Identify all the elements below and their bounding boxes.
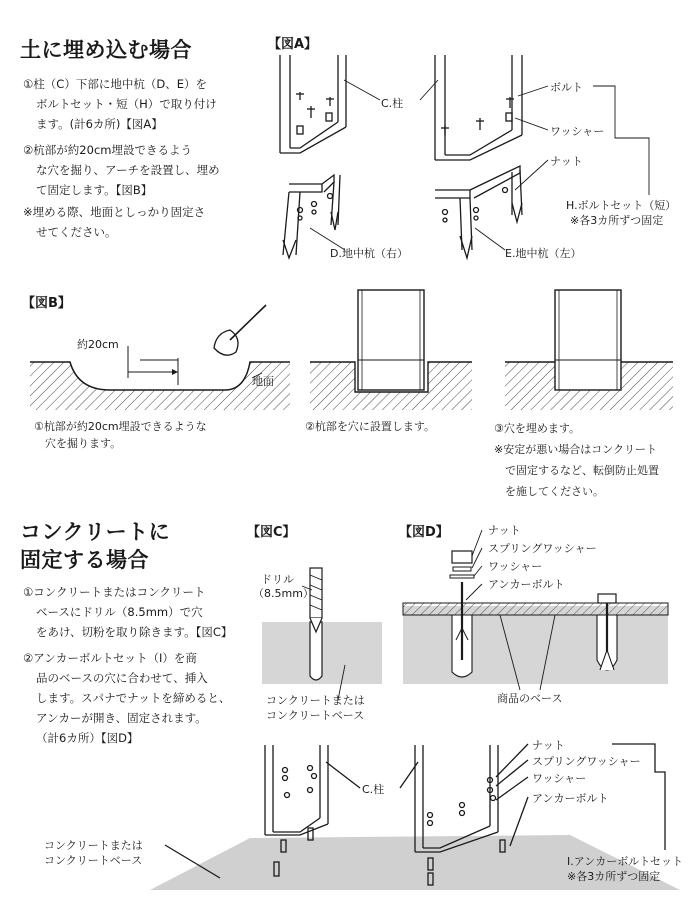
- fig-b-caption3: ③穴を埋めます。 ※安定が悪い場合はコンクリート で固定するなど、転倒防止処置 を施してください。: [494, 422, 659, 498]
- fig-a-bolt-set-note: ※各3カ所ずつ固定: [570, 214, 664, 227]
- fig-a-title: 【図A】: [268, 37, 318, 52]
- bottom-anchor-set-label: I.アンカーボルトセット: [567, 855, 683, 868]
- section-embed-note: ※埋める際、地面としっかり固定さ せてください。: [23, 205, 206, 239]
- bottom-nut-label: ナット: [532, 739, 565, 752]
- fig-a-right-assembly: [435, 55, 522, 258]
- fig-a-stake-left-label: E.地中杭（左）: [505, 247, 582, 260]
- fig-b-step2: [310, 290, 472, 410]
- fig-c-concrete-label: コンクリートまたは コンクリートベース: [266, 694, 365, 722]
- bottom-washer-label: ワッシャー: [532, 772, 587, 785]
- bottom-pillar-label: C.柱: [362, 783, 385, 796]
- section-embed-step2: ②杭部が約20cm埋設できるよう な穴を掘り、アーチを設置し、埋め て固定します。【図B】: [23, 143, 220, 197]
- section-concrete-title-line1: コンクリートに: [20, 520, 171, 544]
- section-concrete-step2: ②アンカーボルトセット（I）を商 品のベースの穴に合わせて、挿入 します。スパナでナットを締めると、 アンカーが開き、固定されます。 （計6カ所）【図D】: [23, 651, 231, 745]
- fig-a-stake-right-label: D.地中杭（右）: [330, 247, 408, 260]
- bottom-anchor-label: アンカーボルト: [532, 792, 609, 805]
- fig-d-anchor-label: アンカーボルト: [488, 578, 565, 591]
- section-embed-title: 土に埋め込む場合: [20, 38, 192, 62]
- fig-b-step1: [30, 305, 290, 410]
- fig-b-step3: [505, 290, 673, 410]
- fig-b-caption2: ②杭部を穴に設置します。: [305, 420, 435, 433]
- fig-b-title: 【図B】: [22, 296, 71, 311]
- fig-d-spring-washer-label: スプリングワッシャー: [488, 542, 597, 555]
- fig-b-depth-label: 約20cm: [77, 338, 119, 351]
- bottom-concrete-label: コンクリートまたは コンクリートベース: [44, 839, 143, 867]
- fig-d-title: 【図D】: [399, 525, 449, 540]
- fig-d-nut-label: ナット: [488, 524, 521, 537]
- fig-d-washer-label: ワッシャー: [488, 560, 543, 573]
- bottom-spring-washer-label: スプリングワッシャー: [532, 755, 641, 768]
- fig-a-left-assembly: [280, 55, 346, 258]
- fig-a-pillar-label: C.柱: [381, 97, 404, 110]
- fig-a-washer-label: ワッシャー: [550, 125, 605, 138]
- fig-a-bolt-set-label: H.ボルトセット（短）: [566, 199, 677, 212]
- fig-d-base-label: 商品のベース: [497, 692, 563, 705]
- fig-b-caption1: ①杭部が約20cm埋設できるような 穴を掘ります。: [34, 420, 207, 450]
- section-concrete-step1: ①コンクリートまたはコンクリート ベースにドリル（8.5mm）で穴 をあけ、切粉を取り除きます。【図C】: [23, 585, 233, 639]
- fig-a-bolt-label: ボルト: [550, 81, 583, 94]
- section-embed-step1: ①柱（C）下部に地中杭（D、E）を ボルトセット・短（H）で取り付け ます。(計6カ所)【図A】: [23, 77, 217, 131]
- fig-c-title: 【図C】: [247, 525, 296, 540]
- fig-c-drill-label: ドリル （8.5mm）: [253, 573, 314, 600]
- fig-b-ground-label: 地面: [252, 375, 274, 388]
- section-concrete-title-line2: 固定する場合: [20, 548, 149, 572]
- bottom-anchor-set-note: ※各3カ所ずつ固定: [567, 870, 661, 883]
- fig-a-nut-label: ナット: [550, 155, 583, 168]
